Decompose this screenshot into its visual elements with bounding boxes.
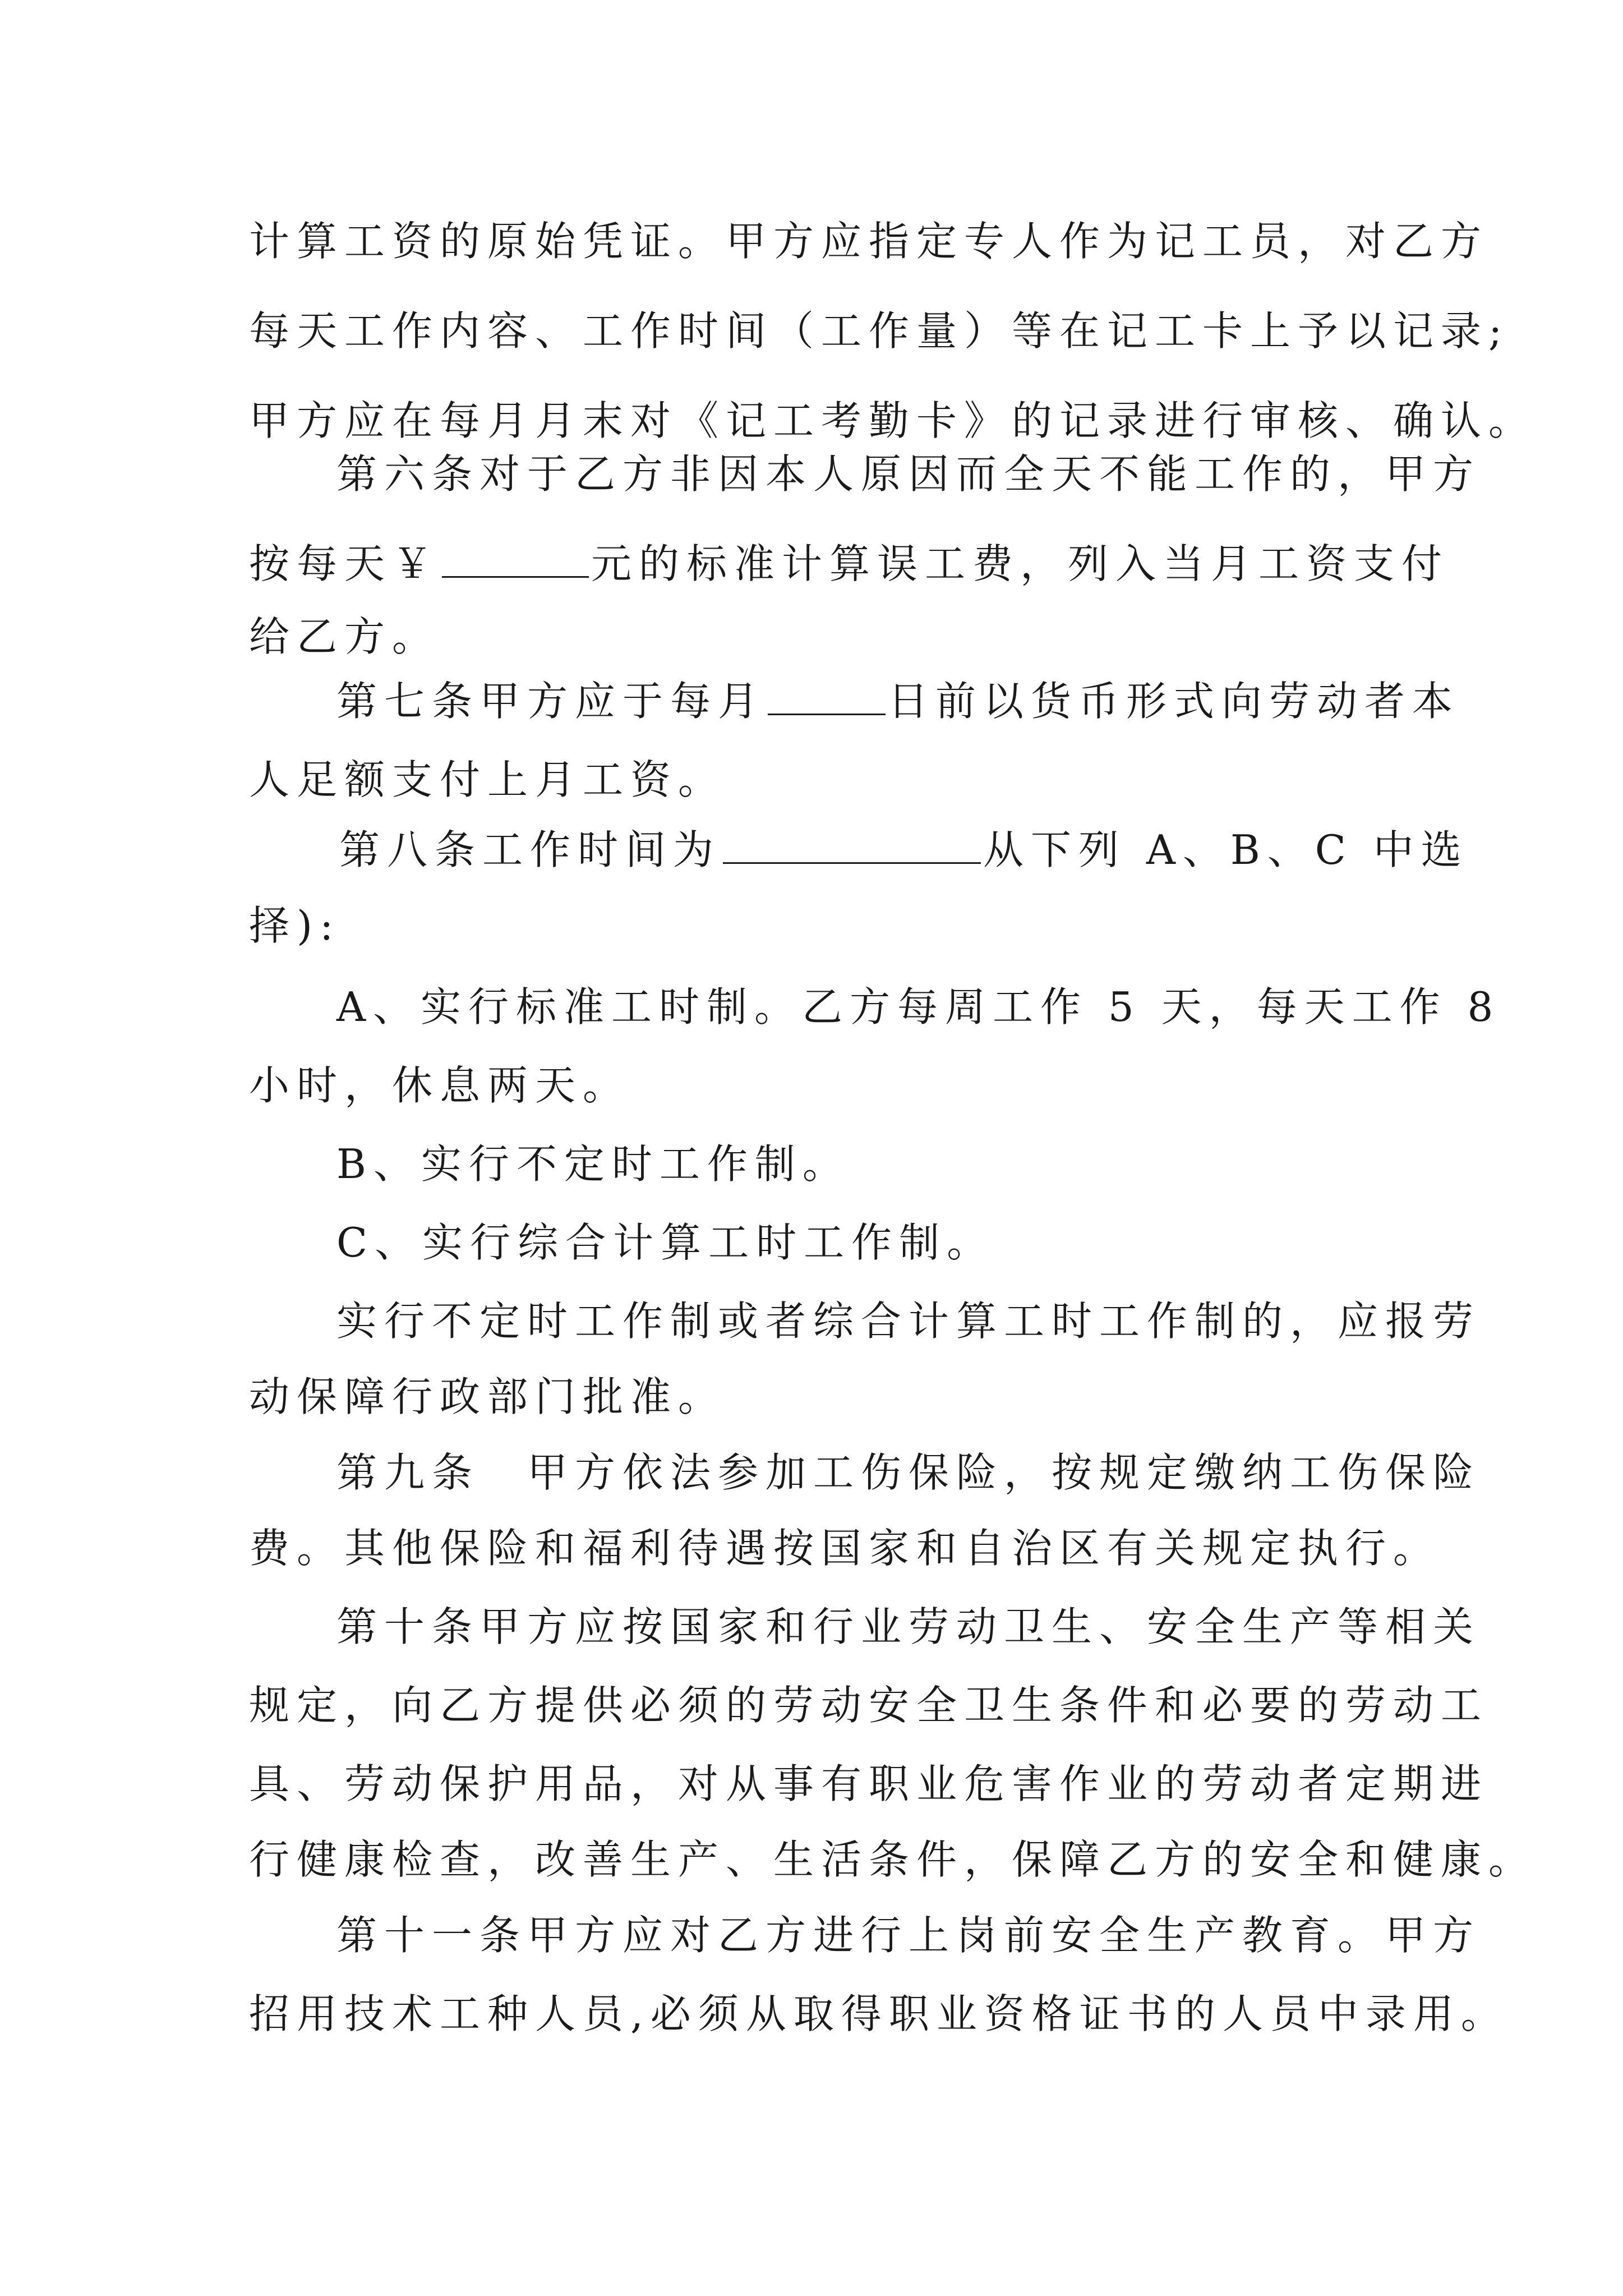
line-text: 第九条 甲方依法参加工伤保险，按规定缴纳工伤保险 <box>336 1449 1481 1496</box>
text-line-2 <box>249 303 1509 359</box>
line-text: 按每天￥ <box>249 540 440 587</box>
line-text: 动保障行政部门批准。 <box>249 1373 726 1420</box>
approval-line-1 <box>336 1293 1481 1349</box>
line-text: 第七条甲方应于每月 <box>336 678 766 725</box>
article-9-line-2 <box>249 1520 1441 1576</box>
line-text: 行健康检查，改善生产、生活条件，保障乙方的安全和健康。 <box>249 1836 1537 1883</box>
fill-in-blank <box>723 827 981 864</box>
option-a-line-1 <box>336 979 1500 1035</box>
line-text: 费。其他保险和福利待遇按国家和自治区有关规定执行。 <box>249 1525 1441 1572</box>
article-10-line-3 <box>249 1756 1488 1812</box>
article-10-line-1 <box>336 1599 1481 1655</box>
line-text: 每天工作内容、工作时间（工作量）等在记工卡上予以记录; <box>249 307 1510 355</box>
article-11-line-2 <box>249 1986 1509 2042</box>
line-text: 给乙方。 <box>249 613 440 660</box>
line-text: 第十一条甲方应对乙方进行上岗前安全生产教育。甲方 <box>336 1912 1481 1959</box>
option-b-line <box>336 1136 850 1192</box>
line-text: 小时，休息两天。 <box>249 1062 631 1109</box>
line-text: 第十条甲方应按国家和行业劳动卫生、安全生产等相关 <box>336 1603 1481 1650</box>
fill-in-blank <box>768 679 886 715</box>
article-8-line-2 <box>249 898 340 954</box>
line-text: 日前以货币形式向劳动者本 <box>888 678 1460 725</box>
line-text: 计算工资的原始凭证。甲方应指定专人作为记工员，对乙方 <box>249 218 1489 265</box>
line-text: 择): <box>249 902 341 949</box>
article-7-line-1 <box>336 673 1460 729</box>
article-6-line-3 <box>249 609 440 665</box>
option-a-line-2 <box>249 1057 630 1114</box>
line-text: 具、劳动保护用品，对从事有职业危害作业的劳动者定期进 <box>249 1760 1489 1807</box>
line-text: 元的标准计算误工费，列入当月工资支付 <box>591 540 1450 587</box>
article-11-line-1 <box>336 1907 1481 1963</box>
option-c-line <box>336 1214 994 1271</box>
text-line-3 <box>249 393 1536 449</box>
article-6-line-1 <box>336 446 1481 502</box>
text-line-1 <box>249 213 1488 269</box>
article-7-line-2 <box>249 752 726 808</box>
line-text: C、实行综合计算工时工作制。 <box>336 1219 995 1266</box>
fill-in-blank <box>442 541 589 578</box>
line-text: 第六条对于乙方非因本人原因而全天不能工作的，甲方 <box>336 450 1481 498</box>
line-text: B、实行不定时工作制。 <box>336 1140 850 1188</box>
line-text: 招用技术工种人员,必须从取得职业资格证书的人员中录用。 <box>249 1990 1509 2037</box>
line-text: 甲方应在每月月末对《记工考勤卡》的记录进行审核、确认。 <box>249 397 1537 444</box>
line-text: 人足额支付上月工资。 <box>249 756 726 803</box>
approval-line-2 <box>249 1369 726 1425</box>
line-text: 实行不定时工作制或者综合计算工时工作制的，应报劳 <box>336 1297 1481 1345</box>
article-9-line-1 <box>336 1444 1481 1501</box>
article-10-line-2 <box>249 1677 1488 1733</box>
line-text: 从下列 A、B、C 中选 <box>983 826 1469 873</box>
article-6-line-2 <box>249 536 1449 592</box>
line-text: 第八条工作时间为 <box>339 826 721 873</box>
article-10-line-4 <box>249 1832 1536 1888</box>
article-8-line-1 <box>339 822 1469 878</box>
line-text: A、实行标准工时制。乙方每周工作 5 天，每天工作 8 <box>336 983 1501 1030</box>
line-text: 规定，向乙方提供必须的劳动安全卫生条件和必要的劳动工 <box>249 1682 1489 1729</box>
